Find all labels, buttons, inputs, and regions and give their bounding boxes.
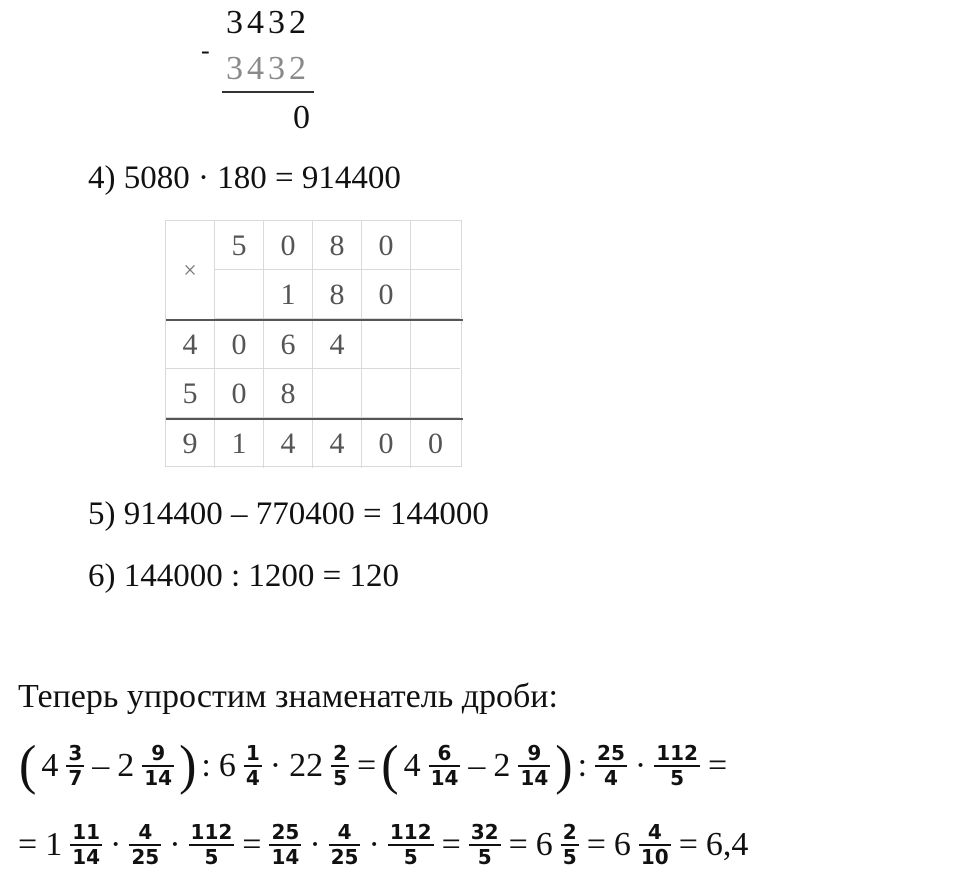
denominator: 5 bbox=[403, 845, 418, 869]
fraction bbox=[469, 822, 501, 868]
operator: · bbox=[634, 747, 647, 784]
grid-cell: 9 bbox=[166, 419, 215, 468]
grid-cell: 0 bbox=[215, 320, 264, 369]
equals: = bbox=[508, 826, 528, 863]
operator: · bbox=[110, 826, 122, 863]
fraction bbox=[244, 743, 262, 789]
operator: – bbox=[92, 747, 110, 784]
numerator: 9 bbox=[151, 741, 166, 765]
fraction bbox=[70, 822, 102, 868]
grid-cell: 0 bbox=[362, 221, 411, 270]
grid-cell: 5 bbox=[215, 221, 264, 270]
partial-products-rule bbox=[166, 319, 463, 321]
operator: · bbox=[169, 826, 181, 863]
denominator: 4 bbox=[603, 766, 618, 790]
subtraction-rule bbox=[222, 91, 314, 93]
fraction bbox=[518, 743, 550, 789]
grid-cell: 0 bbox=[264, 221, 313, 270]
grid-cell: 8 bbox=[313, 221, 362, 270]
fraction bbox=[331, 743, 349, 789]
whole: 4 bbox=[403, 747, 421, 784]
grid-cell: 4 bbox=[166, 320, 215, 369]
denominator: 5 bbox=[477, 845, 492, 869]
numerator: 3 bbox=[68, 741, 83, 765]
times-sign: × bbox=[166, 221, 215, 319]
numerator: 6 bbox=[437, 741, 452, 765]
difference: 0 bbox=[293, 99, 314, 136]
numerator: 9 bbox=[527, 741, 542, 765]
numerator: 25 bbox=[271, 820, 300, 844]
equals: = bbox=[678, 826, 698, 863]
denominator: 14 bbox=[430, 766, 459, 790]
operator: · bbox=[368, 826, 380, 863]
numerator: 25 bbox=[597, 741, 625, 765]
grid-cell: 0 bbox=[215, 369, 264, 418]
whole: 2 bbox=[117, 747, 135, 784]
numerator: 2 bbox=[333, 741, 348, 765]
denominator: 7 bbox=[68, 766, 83, 790]
fraction bbox=[639, 822, 671, 868]
grid-cell bbox=[411, 221, 460, 270]
step-6: 6) 144000 : 1200 = 120 bbox=[88, 558, 400, 594]
equals: = bbox=[357, 747, 377, 784]
equals: = bbox=[707, 747, 728, 784]
denominator: 14 bbox=[72, 845, 101, 869]
close-paren: ) bbox=[555, 735, 573, 796]
operator: : bbox=[201, 747, 211, 784]
whole: 6 bbox=[218, 747, 236, 784]
numerator: 4 bbox=[337, 820, 352, 844]
grid-cell: 6 bbox=[264, 320, 313, 369]
multiplication-table bbox=[165, 220, 462, 467]
equals: = bbox=[18, 826, 38, 863]
denominator: 14 bbox=[271, 845, 300, 869]
open-paren: ( bbox=[19, 735, 37, 796]
fraction bbox=[142, 743, 174, 789]
close-paren: ) bbox=[179, 735, 197, 796]
numerator: 112 bbox=[656, 741, 698, 765]
subtrahend: 3432 bbox=[226, 50, 310, 87]
fraction bbox=[129, 822, 161, 868]
whole: 4 bbox=[41, 747, 59, 784]
grid-cell: 1 bbox=[264, 270, 313, 319]
numerator: 112 bbox=[389, 820, 432, 844]
fraction bbox=[66, 743, 84, 789]
grid-cell: 1 bbox=[215, 419, 264, 468]
section-heading: Теперь упростим знаменатель дроби: bbox=[18, 678, 558, 715]
whole: 1 bbox=[45, 826, 63, 863]
fraction bbox=[189, 822, 235, 868]
fraction bbox=[388, 822, 434, 868]
grid-cell bbox=[313, 369, 362, 418]
equals: = bbox=[586, 826, 606, 863]
denominator: 14 bbox=[144, 766, 173, 790]
denominator: 25 bbox=[330, 845, 359, 869]
fraction-line-1 bbox=[18, 735, 731, 796]
fraction bbox=[654, 743, 700, 789]
operator: · bbox=[269, 747, 282, 784]
grid-cell: 0 bbox=[362, 270, 411, 319]
grid-cell: 8 bbox=[264, 369, 313, 418]
operator: : bbox=[577, 747, 588, 784]
operator: – bbox=[468, 747, 486, 784]
equals: = bbox=[441, 826, 461, 863]
whole: 2 bbox=[493, 747, 511, 784]
denominator: 4 bbox=[245, 766, 260, 790]
numerator: 4 bbox=[138, 820, 153, 844]
minuend: 3432 bbox=[226, 4, 310, 41]
whole: 6 bbox=[613, 826, 631, 863]
denominator: 5 bbox=[670, 766, 685, 790]
whole: 22 bbox=[289, 747, 324, 784]
numerator: 2 bbox=[562, 820, 577, 844]
grid-cell: 0 bbox=[362, 419, 411, 468]
operator: · bbox=[309, 826, 321, 863]
numerator: 112 bbox=[190, 820, 233, 844]
grid-cell bbox=[411, 320, 460, 369]
numerator: 32 bbox=[470, 820, 499, 844]
fraction bbox=[595, 743, 627, 789]
denominator: 5 bbox=[562, 845, 577, 869]
grid-cell: 5 bbox=[166, 369, 215, 418]
grid-cell bbox=[411, 270, 460, 319]
denominator: 5 bbox=[333, 766, 348, 790]
grid-cell bbox=[362, 369, 411, 418]
whole: 6 bbox=[535, 826, 553, 863]
denominator: 14 bbox=[520, 766, 549, 790]
grid-cell: 4 bbox=[313, 320, 362, 369]
grid-cell: 0 bbox=[428, 427, 443, 460]
numerator: 11 bbox=[72, 820, 101, 844]
grid-cell bbox=[362, 320, 411, 369]
fraction bbox=[561, 822, 579, 868]
grid-cell: 4 bbox=[264, 419, 313, 468]
grid-cell bbox=[411, 369, 460, 418]
grid-cell: 4 bbox=[313, 419, 362, 468]
minus-sign: - bbox=[201, 36, 210, 65]
sum-rule bbox=[166, 418, 463, 420]
step-5: 5) 914400 – 770400 = 144000 bbox=[88, 496, 489, 532]
fraction bbox=[269, 822, 301, 868]
denominator: 25 bbox=[131, 845, 160, 869]
grid-cell: 8 bbox=[313, 270, 362, 319]
fraction-line-2 bbox=[18, 822, 752, 868]
fraction bbox=[429, 743, 461, 789]
final-result: 6,4 bbox=[705, 826, 749, 863]
denominator: 10 bbox=[640, 845, 669, 869]
numerator: 1 bbox=[245, 741, 260, 765]
grid-cell bbox=[215, 270, 264, 319]
numerator: 4 bbox=[647, 820, 662, 844]
step-4: 4) 5080 · 180 = 914400 bbox=[88, 160, 401, 196]
open-paren: ( bbox=[381, 735, 399, 796]
fraction bbox=[329, 822, 361, 868]
denominator: 5 bbox=[204, 845, 219, 869]
equals: = bbox=[242, 826, 262, 863]
